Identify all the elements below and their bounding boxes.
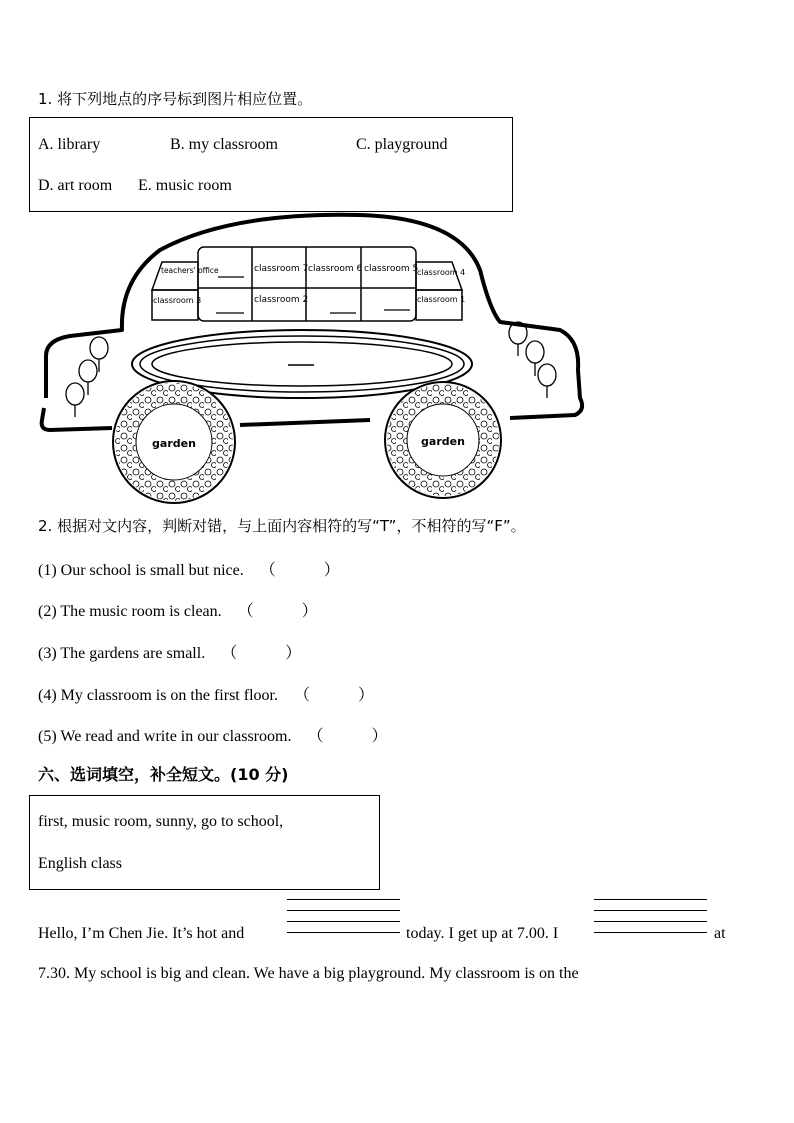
garden-label-right: garden bbox=[421, 435, 465, 448]
answer-paren-close: ） bbox=[371, 728, 388, 745]
room-label-classroom-3: classroom 3 bbox=[153, 296, 202, 305]
answer-paren-open: （ bbox=[237, 603, 254, 620]
answer-paren-open: （ bbox=[293, 687, 310, 704]
passage-p1a: Hello, I’m Chen Jie. It’s hot and bbox=[38, 925, 245, 942]
room-label-classroom-5: classroom 5 bbox=[364, 264, 419, 274]
q2-item-1-text: (1) Our school is small but nice. bbox=[38, 562, 244, 579]
q2-item-3 bbox=[38, 640, 301, 663]
garden-wheel-left bbox=[113, 381, 235, 503]
answer-paren-close: ） bbox=[301, 603, 318, 620]
q2-item-2 bbox=[38, 598, 318, 621]
garden-label-left: garden bbox=[152, 437, 196, 450]
word-bank-line-1: first, music room, sunny, go to school, bbox=[38, 813, 284, 830]
school-map-picture bbox=[0, 210, 794, 505]
q2-item-5 bbox=[38, 723, 387, 746]
passage-p1b: today. I get up at 7.00. I bbox=[406, 925, 559, 942]
passage-p2: 7.30. My school is big and clean. We have a big playground. My classroom is on the bbox=[38, 965, 579, 982]
answer-paren-open: （ bbox=[259, 562, 276, 579]
section-6-title: 六、选词填空，补全短文。(10 分) bbox=[38, 765, 289, 784]
room-label-classroom-2: classroom 2 bbox=[254, 295, 309, 305]
options-box bbox=[29, 117, 513, 212]
answer-paren-open: （ bbox=[307, 728, 324, 745]
answer-paren-close: ） bbox=[357, 687, 374, 704]
q2-item-2-text: (2) The music room is clean. bbox=[38, 603, 222, 620]
word-bank-box bbox=[29, 795, 380, 890]
room-label-classroom-1: classroom 1 bbox=[417, 295, 466, 304]
trees-left bbox=[66, 337, 108, 417]
answer-paren-close: ） bbox=[285, 645, 302, 662]
q2-title: 2. 根据对文内容，判断对错，与上面内容相符的写“T”，不相符的写“F”。 bbox=[38, 517, 526, 535]
q2-item-5-text: (5) We read and write in our classroom. bbox=[38, 728, 292, 745]
option-e: E. music room bbox=[138, 177, 232, 194]
garden-wheel-right bbox=[385, 382, 501, 498]
oval-track-inner bbox=[152, 342, 452, 386]
classroom-3-room bbox=[152, 290, 198, 320]
word-bank-line-2: English class bbox=[38, 855, 122, 872]
q2-item-4-text: (4) My classroom is on the first floor. bbox=[38, 687, 278, 704]
option-c: C. playground bbox=[356, 136, 448, 153]
answer-paren-close: ） bbox=[323, 562, 340, 579]
option-b: B. my classroom bbox=[170, 136, 278, 153]
fill-blank-1[interactable] bbox=[287, 899, 400, 943]
q2-item-1 bbox=[38, 557, 340, 580]
room-label-classroom-7: classroom 7 bbox=[254, 264, 309, 274]
room-label-classroom-6: classroom 6 bbox=[308, 264, 363, 274]
room-label-classroom-4: classroom 4 bbox=[417, 268, 466, 277]
fill-blank-2[interactable] bbox=[594, 899, 707, 943]
room-label-teachers-office: teachers' office bbox=[161, 266, 219, 275]
answer-paren-open: （ bbox=[221, 645, 238, 662]
passage-p1c: at bbox=[714, 925, 726, 942]
q1-title: 1. 将下列地点的序号标到图片相应位置。 bbox=[38, 90, 313, 108]
trees-right bbox=[509, 322, 556, 398]
q2-item-4 bbox=[38, 682, 374, 705]
option-d: D. art room bbox=[38, 177, 113, 194]
option-a: A. library bbox=[38, 136, 101, 153]
q2-item-3-text: (3) The gardens are small. bbox=[38, 645, 206, 662]
